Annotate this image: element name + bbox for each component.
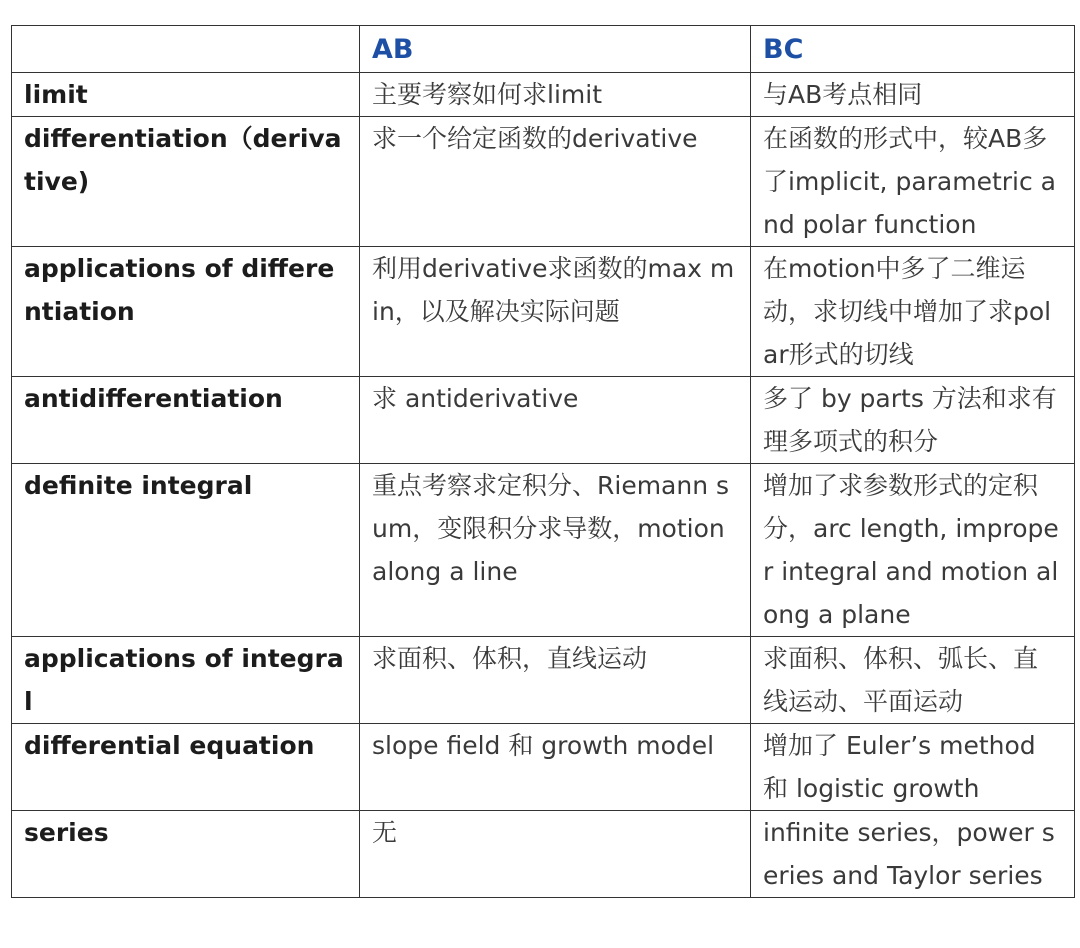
- bc-cell: infinite series，power series and Taylor series: [751, 811, 1075, 898]
- header-cell-ab: AB: [360, 26, 751, 73]
- ab-cell: 主要考察如何求limit: [360, 73, 751, 117]
- table-row: [12, 247, 1075, 377]
- bc-cell: 增加了求参数形式的定积分，arc length, improper integral and motion along a plane: [751, 464, 1075, 637]
- header-cell-bc: BC: [751, 26, 1075, 73]
- topic-cell: definite integral: [12, 464, 360, 637]
- bc-cell: 在motion中多了二维运动，求切线中增加了求polar形式的切线: [751, 247, 1075, 377]
- table-row: [12, 724, 1075, 811]
- bc-cell: 与AB考点相同: [751, 73, 1075, 117]
- topic-cell: series: [12, 811, 360, 898]
- topic-cell: antidifferentiation: [12, 377, 360, 464]
- table-row: [12, 811, 1075, 898]
- header-cell-topic: [12, 26, 360, 73]
- ab-cell: 求一个给定函数的derivative: [360, 117, 751, 247]
- header-row: [12, 26, 1075, 73]
- topic-cell: differential equation: [12, 724, 360, 811]
- bc-cell: 在函数的形式中，较AB多了implicit, parametric and polar function: [751, 117, 1075, 247]
- table-row: [12, 464, 1075, 637]
- ab-cell: 重点考察求定积分、Riemann sum，变限积分求导数，motion along a line: [360, 464, 751, 637]
- table-row: [12, 637, 1075, 724]
- table-row: [12, 377, 1075, 464]
- ab-cell: 利用derivative求函数的max min，以及解决实际问题: [360, 247, 751, 377]
- topic-cell: applications of integral: [12, 637, 360, 724]
- bc-cell: 增加了 Euler’s method 和 logistic growth: [751, 724, 1075, 811]
- topic-cell: applications of differentiation: [12, 247, 360, 377]
- topic-cell: differentiation（derivative): [12, 117, 360, 247]
- bc-cell: 求面积、体积、弧长、直线运动、平面运动: [751, 637, 1075, 724]
- topic-cell: limit: [12, 73, 360, 117]
- table-row: [12, 117, 1075, 247]
- table-row: [12, 73, 1075, 117]
- ab-cell: 求面积、体积，直线运动: [360, 637, 751, 724]
- ab-cell: slope field 和 growth model: [360, 724, 751, 811]
- ab-bc-comparison-table: [11, 25, 1075, 898]
- bc-cell: 多了 by parts 方法和求有理多项式的积分: [751, 377, 1075, 464]
- ab-cell: 无: [360, 811, 751, 898]
- ab-cell: 求 antiderivative: [360, 377, 751, 464]
